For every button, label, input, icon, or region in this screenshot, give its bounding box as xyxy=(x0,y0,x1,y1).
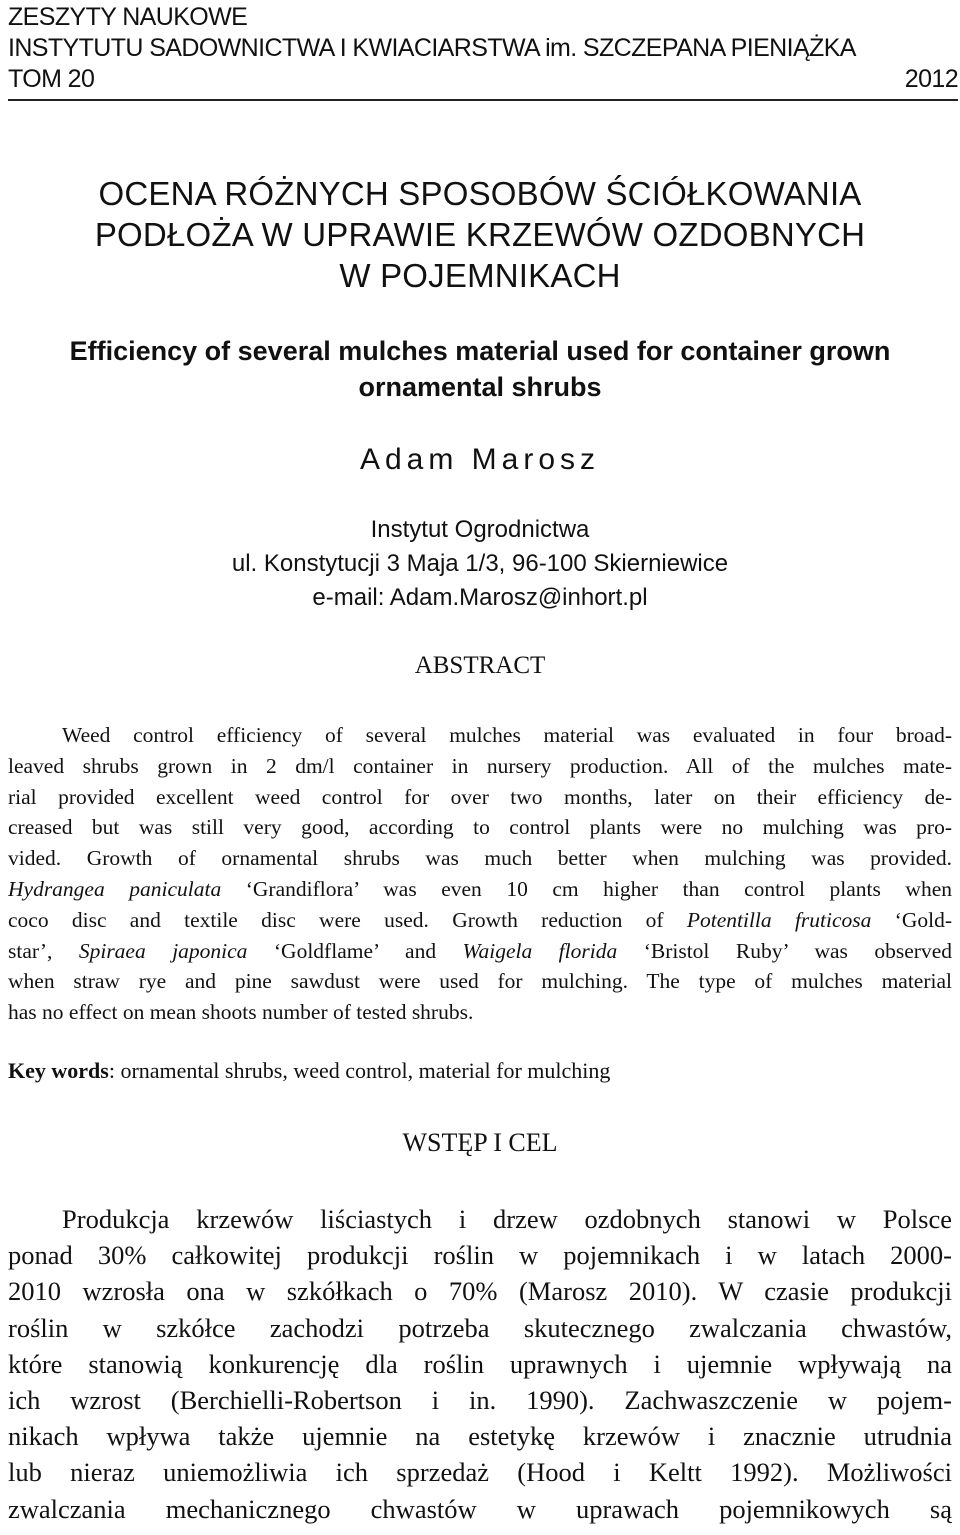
keywords xyxy=(8,1058,610,1084)
species-name: Hydrangea paniculata xyxy=(8,876,222,901)
body-line: lub nieraz uniemożliwia ich sprzedaż (Hood i Keltt 1992). Możliwości xyxy=(8,1457,952,1488)
abstract-line xyxy=(8,936,952,967)
body-line: zwalczania mechanicznego chwastów w uprawach pojemnikowych są xyxy=(8,1493,952,1524)
keywords-label: Key words xyxy=(8,1058,109,1083)
abstract-line: Weed control efficiency of several mulches material was evaluated in four broad- xyxy=(62,723,952,747)
species-name: Potentilla fruticosa xyxy=(686,907,872,932)
journal-year: 2012 xyxy=(904,65,958,93)
species-name: Waigela florida xyxy=(462,938,618,963)
title-en-line: ornamental shrubs xyxy=(358,372,602,402)
journal-name-line1: ZESZYTY NAUKOWE xyxy=(8,3,248,31)
species-name: Spiraea japonica xyxy=(78,938,248,963)
article-title-pl xyxy=(0,173,960,296)
abstract-heading: ABSTRACT xyxy=(414,652,546,679)
abstract-fragment: ‘Bristol Ruby’ was observed xyxy=(617,938,952,963)
body-text xyxy=(8,1201,952,1527)
body-line: ich wzrost (Berchielli-Robertson i in. 1990). Zachwaszczenie w pojem- xyxy=(8,1385,952,1416)
title-pl-line: PODŁOŻA W UPRAWIE KRZEWÓW OZDOBNYCH xyxy=(94,216,866,253)
header-rule xyxy=(8,99,958,101)
abstract-fragment: star’, xyxy=(8,938,79,963)
journal-volume-row xyxy=(8,64,958,95)
abstract-line: has no effect on mean shoots number of tested shrubs. xyxy=(8,1000,474,1025)
abstract-line: rial provided excellent weed control for over two months, later on their efficiency de- xyxy=(8,784,952,809)
abstract-fragment: coco disc and textile disc were used. Growth reduction of xyxy=(8,907,687,932)
keywords-text: : ornamental shrubs, weed control, material for mulching xyxy=(108,1058,611,1083)
body-line: Produkcja krzewów liściastych i drzew ozdobnych stanowi w Polsce xyxy=(62,1204,952,1234)
journal-name-line2: INSTYTUTU SADOWNICTWA I KWIACIARSTWA im. SZCZEPANA PIENIĄŻKA xyxy=(8,34,856,62)
abstract-line: when straw rye and pine sawdust were used for mulching. The type of mulches material xyxy=(8,969,952,994)
abstract-line xyxy=(8,905,952,936)
section-heading: WSTĘP I CEL xyxy=(402,1128,558,1157)
abstract-line: creased but was still very good, according to control plants were no mulching was pro- xyxy=(8,815,952,840)
abstract-fragment: ‘Grandiflora’ was even 10 cm higher than control plants when xyxy=(221,876,952,901)
affiliation xyxy=(0,513,960,615)
body-line: 2010 wzrosła ona w szkółkach o 70% (Marosz 2010). W czasie produkcji xyxy=(8,1276,952,1307)
abstract-fragment: ‘Goldflame’ and xyxy=(247,938,463,963)
address: ul. Konstytucji 3 Maja 1/3, 96-100 Skierniewice xyxy=(231,550,729,577)
abstract-fragment: ‘Gold- xyxy=(871,907,952,932)
institution: Instytut Ogrodnictwa xyxy=(370,516,590,543)
article-title-en xyxy=(0,333,960,405)
author-name: Adam Marosz xyxy=(359,443,601,476)
abstract-line xyxy=(8,874,952,905)
body-line: ponad 30% całkowitej produkcji roślin w pojemnikach i w latach 2000- xyxy=(8,1240,952,1271)
body-line: które stanowią konkurencję dla roślin uprawnych i ujemnie wpływają na xyxy=(8,1348,952,1379)
body-line: nikach wpływa także ujemnie na estetykę krzewów i znacznie utrudnia xyxy=(8,1421,952,1452)
abstract-line: leaved shrubs grown in 2 dm/l container in nursery production. All of the mulches mate- xyxy=(8,753,952,778)
title-pl-line: OCENA RÓŻNYCH SPOSOBÓW ŚCIÓŁKOWANIA xyxy=(98,175,862,212)
title-pl-line: W POJEMNIKACH xyxy=(339,257,621,294)
email[interactable]: e-mail: Adam.Marosz@inhort.pl xyxy=(312,584,648,611)
body-line: roślin w szkółce zachodzi potrzeba skutecznego zwalczania chwastów, xyxy=(8,1312,952,1343)
journal-volume: TOM 20 xyxy=(8,65,95,93)
journal-header xyxy=(8,2,958,95)
title-en-line: Efficiency of several mulches material used for container grown xyxy=(69,336,891,366)
abstract-line: vided. Growth of ornamental shrubs was much better when mulching was provided. xyxy=(8,846,952,871)
abstract-text xyxy=(8,720,952,1028)
